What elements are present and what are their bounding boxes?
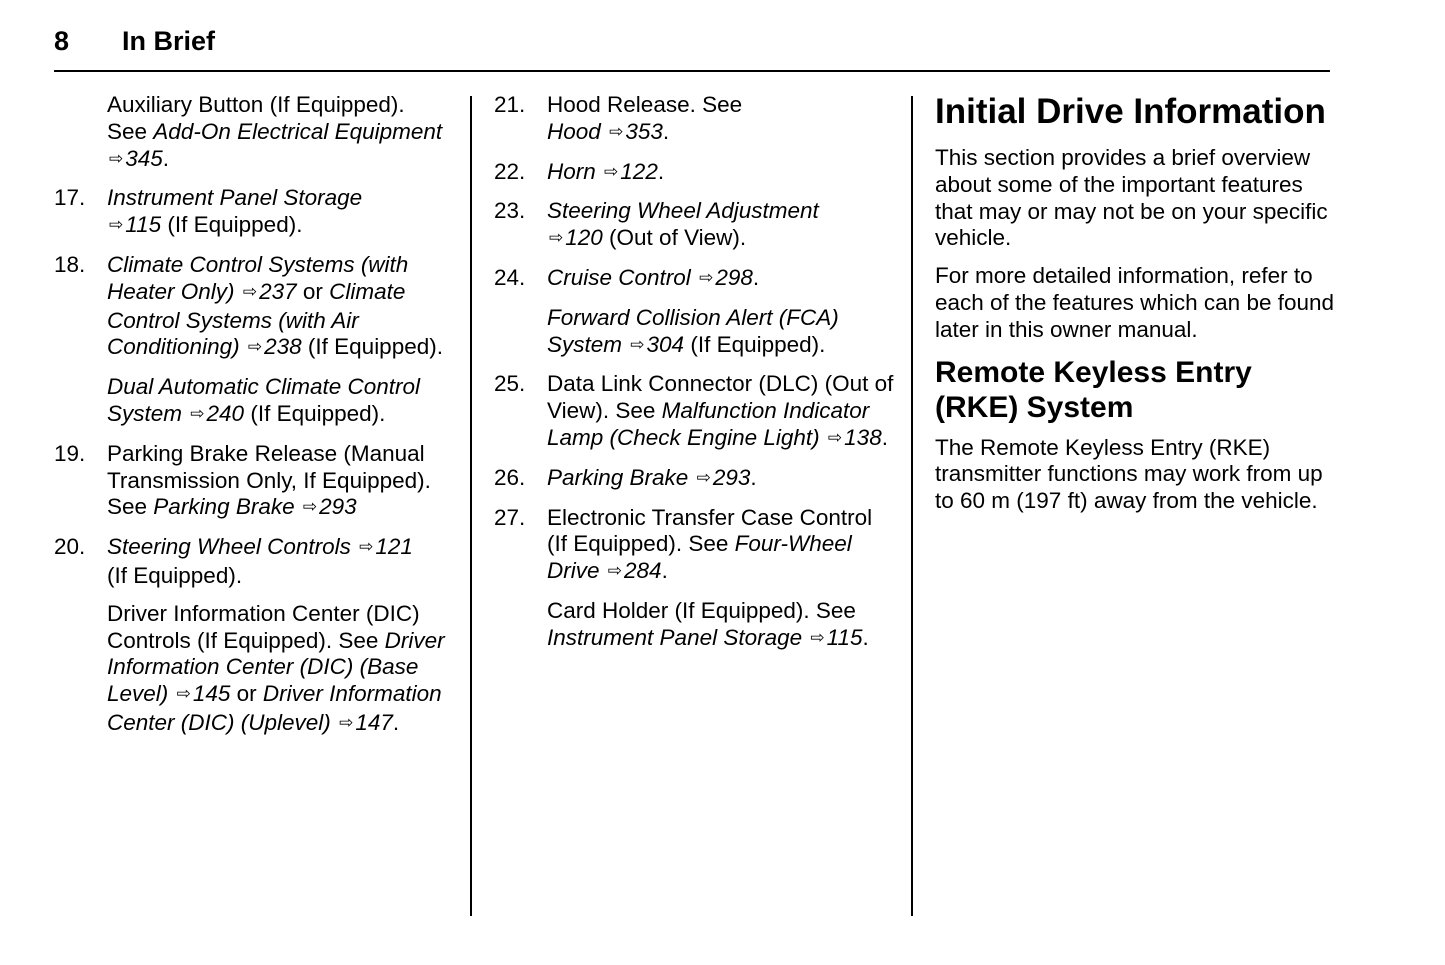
item-number: 22. xyxy=(494,158,526,184)
page-reference: 145 xyxy=(192,681,231,707)
cross-reference-link[interactable]: Instrument Panel Storage xyxy=(547,624,803,650)
cross-reference-link[interactable]: Forward Collision Alert (FCA) System xyxy=(547,304,839,357)
list-item-24: 24. Cruise Control ⇨298. xyxy=(494,264,760,290)
item-number: 20. xyxy=(54,534,86,560)
page-reference: 121 xyxy=(375,534,413,560)
list-item-23: 23. Steering Wheel Adjustment ⇨120 (Out of View). xyxy=(494,198,819,251)
cross-reference-link[interactable]: Horn xyxy=(547,158,596,184)
list-item-fca: Forward Collision Alert (FCA) System ⇨304 (If Equipped). xyxy=(547,304,839,357)
page-reference: 122 xyxy=(620,158,658,184)
page-ref-arrow-icon: ⇨ xyxy=(109,215,124,235)
column-3 xyxy=(935,92,1335,526)
page-ref-arrow-icon: ⇨ xyxy=(699,267,714,287)
paragraph-rke-range: The Remote Keyless Entry (RKE) transmitter functions may work from up to 60 m (197 ft) away from the vehicle. xyxy=(935,434,1323,514)
page-ref-arrow-icon: ⇨ xyxy=(607,561,623,581)
list-item-25: 25. Data Link Connector (DLC) (Out of View). See Malfunction Indicator Lamp (Check Engine Light) ⇨138. xyxy=(494,371,894,450)
page-number: 8 xyxy=(54,26,70,56)
item-number: 21. xyxy=(494,92,526,117)
page-ref-arrow-icon: ⇨ xyxy=(359,537,374,557)
item-number: 24. xyxy=(494,264,526,290)
cross-reference-link[interactable]: Dual Automatic Climate Control System xyxy=(107,374,421,426)
page-ref-arrow-icon: ⇨ xyxy=(176,684,191,704)
page-reference: 293 xyxy=(712,464,751,490)
list-item-22: 22. Horn ⇨122. xyxy=(494,158,665,184)
list-item-card-holder: Card Holder (If Equipped). See Instrument Panel Storage ⇨115. xyxy=(547,597,869,650)
item-number: 27. xyxy=(494,504,526,530)
cross-reference-link[interactable]: Add-On Electrical Equipment xyxy=(153,118,443,144)
paragraph-more-info: For more detailed information, refer to each of the features which can be found later in this owner manual. xyxy=(935,263,1335,342)
page-ref-arrow-icon: ⇨ xyxy=(827,427,843,447)
item-number: 26. xyxy=(494,464,526,490)
column-divider-2 xyxy=(911,96,913,916)
cross-reference-link[interactable]: Malfunction Indicator Lamp (Check Engine Light) xyxy=(547,398,870,450)
page-header xyxy=(54,26,1330,72)
page-reference: 238 xyxy=(264,334,302,360)
page-reference: 298 xyxy=(715,264,753,290)
page-reference: 353 xyxy=(625,118,663,144)
item-number: 17. xyxy=(54,185,86,211)
page-ref-arrow-icon: ⇨ xyxy=(242,281,258,301)
cross-reference-link[interactable]: Parking Brake xyxy=(547,464,689,490)
list-item-27: 27. Electronic Transfer Case Control (If Equipped). See Four-Wheel Drive ⇨284. xyxy=(494,504,873,584)
item-number: 23. xyxy=(494,198,526,224)
page-reference: 304 xyxy=(646,331,685,357)
page-ref-arrow-icon: ⇨ xyxy=(190,403,205,423)
heading-rke-system: Remote Keyless Entry (RKE) System xyxy=(935,355,1252,424)
header-divider xyxy=(54,70,1330,72)
item-number: 18. xyxy=(54,251,86,277)
cross-reference-link[interactable]: Steering Wheel Adjustment xyxy=(547,198,819,224)
page-ref-arrow-icon: ⇨ xyxy=(339,712,354,732)
page-ref-arrow-icon: ⇨ xyxy=(604,161,619,181)
list-item-17: 17. Instrument Panel Storage ⇨115 (If Equipped). xyxy=(54,185,363,238)
list-item-dual-climate: Dual Automatic Climate Control System ⇨240 (If Equipped). xyxy=(107,374,421,426)
page-reference: 284 xyxy=(624,558,662,584)
cross-reference-link[interactable]: Instrument Panel Storage xyxy=(107,185,363,211)
list-item-dic-controls: Driver Information Center (DIC) Controls (If Equipped). See Driver Information Center (DIC) (Base Level) ⇨145 or Driver Information Center (DIC) (Uplevel) ⇨147. xyxy=(107,600,445,735)
section-title: In Brief xyxy=(122,26,216,56)
page-reference: 237 xyxy=(259,278,297,304)
item-number: 19. xyxy=(54,440,86,466)
page-reference: 115 xyxy=(125,212,162,238)
page-reference: 138 xyxy=(844,424,882,450)
list-item-19: 19. Parking Brake Release (Manual Transmission Only, If Equipped). See Parking Brake ⇨293 xyxy=(54,440,431,520)
heading-initial-drive-information: Initial Drive Information xyxy=(935,92,1326,131)
paragraph-overview: This section provides a brief overview about some of the important features that may or may not be on your specific vehicle. xyxy=(935,145,1328,251)
column-1 xyxy=(54,92,454,750)
page-ref-arrow-icon: ⇨ xyxy=(549,228,564,248)
page-ref-arrow-icon: ⇨ xyxy=(630,334,645,354)
page-reference: 345 xyxy=(125,145,163,171)
column-divider-1 xyxy=(470,96,472,916)
cross-reference-link[interactable]: Driver Information Center (DIC) (Uplevel) xyxy=(107,681,442,735)
column-2 xyxy=(494,92,894,665)
page-ref-arrow-icon: ⇨ xyxy=(696,467,711,487)
cross-reference-link[interactable]: Hood xyxy=(547,118,601,144)
list-item-26: 26. Parking Brake ⇨293. xyxy=(494,464,757,490)
page-reference: 120 xyxy=(565,225,603,251)
page-reference: 293 xyxy=(319,494,357,520)
page-ref-arrow-icon: ⇨ xyxy=(109,148,124,168)
page-ref-arrow-icon: ⇨ xyxy=(247,337,263,357)
cross-reference-link[interactable]: Steering Wheel Controls xyxy=(107,534,351,560)
page-ref-arrow-icon: ⇨ xyxy=(609,121,624,141)
page-reference: 115 xyxy=(826,624,863,650)
item-number: 25. xyxy=(494,371,526,397)
page-reference: 147 xyxy=(355,709,393,735)
cross-reference-link[interactable]: Climate Control Systems (with Air Conditioning) xyxy=(107,278,406,360)
page-ref-arrow-icon: ⇨ xyxy=(302,497,318,517)
list-item-auxiliary-button: Auxiliary Button (If Equipped). See Add-On Electrical Equipment ⇨345. xyxy=(107,92,443,171)
list-item-20: 20. Steering Wheel Controls ⇨121 (If Equipped). xyxy=(54,534,413,588)
page-ref-arrow-icon: ⇨ xyxy=(810,627,825,647)
cross-reference-link[interactable]: Four-Wheel Drive xyxy=(547,531,852,584)
page-reference: 240 xyxy=(206,400,245,426)
list-item-18: 18. Climate Control Systems (with Heater Only) ⇨237 or Climate Control Systems (with Air Conditioning) ⇨238 (If Equipped). xyxy=(54,251,443,360)
cross-reference-link[interactable]: Parking Brake xyxy=(153,494,295,520)
cross-reference-link[interactable]: Climate Control Systems (with Heater Only) xyxy=(107,251,409,304)
list-item-21: 21. Hood Release. See Hood ⇨353. xyxy=(494,92,743,144)
cross-reference-link[interactable]: Driver Information Center (DIC) (Base Level) xyxy=(107,627,445,707)
cross-reference-link[interactable]: Cruise Control xyxy=(547,264,691,290)
